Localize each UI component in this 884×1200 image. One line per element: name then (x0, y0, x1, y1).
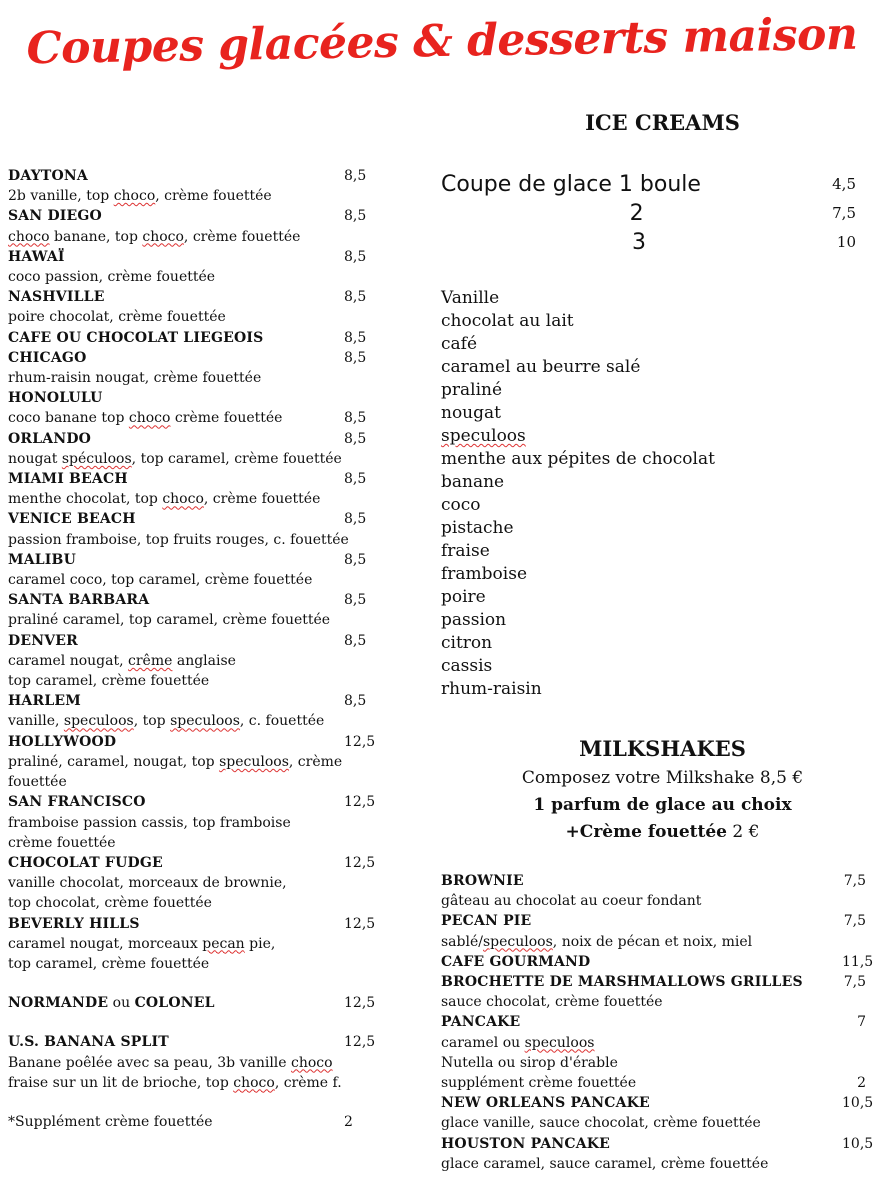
coupe-count-2: 2 (629, 201, 644, 226)
ice-creams-heading: ICE CREAMS (585, 110, 740, 135)
item-description: fouettée (8, 774, 67, 791)
ou-label: ou (112, 995, 131, 1012)
item-price: 12,5 (344, 1034, 376, 1051)
item-description: 2b vanille, top choco, crème fouettée (8, 188, 272, 205)
item-name: HOLLYWOOD (8, 733, 117, 750)
flavor-item: rhum-raisin (441, 679, 542, 699)
menu-item-row (8, 247, 388, 267)
item-name: SAN DIEGO (8, 208, 102, 225)
item-name: COLONEL (134, 995, 215, 1012)
item-price: 12,5 (344, 794, 376, 811)
item-description: choco banane, top choco, crème fouettée (8, 228, 301, 245)
item-description: caramel coco, top caramel, crème fouettée (8, 572, 313, 589)
supplement-label: *Supplément crème fouettée (8, 1113, 213, 1130)
flavor-item: caramel au beurre salé (441, 357, 641, 377)
item-name: MALIBU (8, 551, 76, 568)
item-name: BROWNIE (441, 873, 524, 889)
item-name: NEW ORLEANS PANCAKE (441, 1095, 650, 1112)
menu-item-row (8, 408, 388, 428)
flavor-item: banane (441, 472, 505, 492)
item-name: DENVER (8, 632, 78, 649)
item-price: 8,5 (344, 632, 367, 649)
item-description: top caramel, crème fouettée (8, 955, 210, 972)
coupe-price-1: 4,5 (832, 175, 856, 193)
flavor-item: praliné (441, 380, 503, 400)
item-price: 7,5 (843, 873, 866, 889)
item-name: DAYTONA (8, 168, 88, 184)
item-price: 7,5 (843, 974, 866, 991)
item-price: 8,5 (344, 430, 367, 447)
item-price: 12,5 (344, 915, 376, 932)
flavor-item: framboise (441, 564, 528, 584)
item-description: top caramel, crème fouettée (8, 673, 210, 690)
item-name: NASHVILLE (8, 289, 105, 306)
item-price: 7 (857, 1014, 866, 1031)
item-price: 8,5 (344, 289, 367, 306)
menu-item-row (8, 691, 388, 711)
milkshakes-heading: MILKSHAKES (579, 736, 746, 761)
flavor-item: chocolat au lait (441, 311, 574, 331)
item-name: CAFE GOURMAND (441, 953, 591, 970)
item-price: 10,5 (842, 1135, 874, 1152)
coupe-price-3: 10 (836, 233, 856, 251)
flavor-item: poire (441, 587, 486, 607)
item-description: Banane poêlée avec sa peau, 3b vanille choco (8, 1054, 333, 1071)
menu-item-row (441, 952, 874, 972)
item-price: 8,5 (344, 511, 367, 528)
item-price: 8,5 (344, 349, 367, 366)
menu-item-row (441, 1134, 874, 1154)
flavor-item: speculoos (441, 426, 526, 446)
item-name: BROCHETTE DE MARSHMALLOWS GRILLES (441, 974, 803, 991)
menu-item-row (8, 388, 388, 408)
item-name: CHOCOLAT FUDGE (8, 854, 163, 871)
menu-item-row (8, 328, 388, 348)
flavor-item: coco (441, 495, 481, 515)
item-price: 12,5 (344, 733, 376, 750)
milkshake-cream-price: 2 € (732, 822, 760, 842)
item-name: PECAN PIE (441, 913, 532, 930)
item-price: 8,5 (344, 329, 367, 346)
coupe-prices (441, 170, 856, 257)
milkshake-flavor-choice: 1 parfum de glace au choix (533, 795, 792, 815)
milkshake-cream-line (441, 819, 884, 846)
item-name: U.S. BANANA SPLIT (8, 1034, 169, 1051)
item-description: caramel nougat, morceaux pecan pie, (8, 935, 276, 952)
item-price: 8,5 (344, 168, 367, 184)
menu-item-row (8, 792, 388, 812)
flavor-item: pistache (441, 518, 514, 538)
item-description: vanille, speculoos, top speculoos, c. fouettée (8, 713, 325, 730)
item-price: 8,5 (344, 208, 367, 225)
item-price: 8,5 (344, 410, 367, 427)
item-description: passion framboise, top fruits rouges, c. fouettée (8, 531, 349, 548)
item-description: praliné caramel, top caramel, crème fouettée (8, 612, 331, 629)
item-price: 12,5 (344, 854, 376, 871)
item-price: 8,5 (344, 551, 367, 568)
normande-colonel (8, 993, 215, 1013)
item-description: Nutella ou sirop d'érable (441, 1054, 618, 1071)
menu-item-row (8, 429, 388, 449)
menu-item-row (8, 166, 388, 186)
item-price: 7,5 (843, 913, 866, 930)
menu-item-row (8, 348, 388, 368)
menu-item-row (8, 509, 388, 529)
menu-item-row (441, 871, 866, 891)
item-price: 11,5 (842, 953, 874, 970)
menu-item-row (8, 914, 388, 934)
item-description: crème fouettée (8, 834, 116, 851)
item-description: framboise passion cassis, top framboise (8, 814, 291, 831)
milkshake-compose: Composez votre Milkshake 8,5 € (521, 768, 804, 788)
item-name: CHICAGO (8, 349, 87, 366)
item-description: caramel nougat, crême anglaise (8, 652, 236, 669)
item-description: nougat spéculoos, top caramel, crème fouettée (8, 450, 342, 467)
flavor-item: menthe aux pépites de chocolat (441, 449, 715, 469)
item-description: vanille chocolat, morceaux de brownie, (8, 875, 287, 892)
coupe-label: Coupe de glace 1 boule (441, 172, 701, 197)
menu-item-row (8, 206, 388, 226)
item-description: menthe chocolat, top choco, crème fouettée (8, 491, 321, 508)
item-name: SANTA BARBARA (8, 592, 150, 609)
item-name: MIAMI BEACH (8, 471, 128, 488)
flavor-item: café (441, 334, 478, 354)
flavor-item: nougat (441, 403, 501, 423)
menu-item-row (441, 1093, 874, 1113)
item-description: poire chocolat, crème fouettée (8, 309, 226, 326)
menu-item-row (8, 732, 388, 752)
item-description: sauce chocolat, crème fouettée (441, 994, 663, 1011)
coupe-count-3: 3 (631, 230, 646, 255)
menu-item-row (441, 911, 866, 931)
flavor-item: Vanille (441, 288, 500, 308)
menu-item-row (8, 631, 388, 651)
item-name: HONOLULU (8, 390, 103, 407)
desserts-list (441, 871, 874, 1174)
menu-item-row (8, 1032, 388, 1052)
item-description: rhum-raisin nougat, crème fouettée (8, 370, 262, 387)
menu-item-row (441, 1012, 866, 1032)
item-name: VENICE BEACH (8, 511, 136, 528)
item-description: glace caramel, sauce caramel, crème fouettée (441, 1155, 769, 1172)
flavor-item: passion (441, 610, 507, 630)
item-name: CAFE OU CHOCOLAT LIEGEOIS (8, 329, 264, 346)
item-price: 8,5 (344, 592, 367, 609)
supplement-row (8, 1112, 388, 1132)
item-description: supplément crème fouettée (441, 1075, 637, 1092)
item-price: 2 (857, 1075, 866, 1092)
item-description: gâteau au chocolat au coeur fondant (441, 893, 702, 910)
item-description: coco passion, crème fouettée (8, 269, 216, 286)
item-description: caramel ou speculoos (441, 1034, 595, 1051)
flavor-item: citron (441, 633, 493, 653)
milkshake-cream-label: +Crème fouettée (565, 822, 727, 842)
flavor-list (441, 287, 715, 701)
item-name: NORMANDE (8, 995, 109, 1012)
menu-item-row (8, 590, 388, 610)
item-price: 8,5 (344, 693, 367, 710)
menu-item-row (8, 993, 388, 1013)
flavor-item: fraise (441, 541, 490, 561)
menu-item-row (8, 287, 388, 307)
item-description: top chocolat, crème fouettée (8, 895, 212, 912)
item-name: HOUSTON PANCAKE (441, 1135, 611, 1152)
item-description: coco banane top choco crème fouettée (8, 410, 283, 427)
coupes-list (8, 166, 388, 1132)
item-price: 8,5 (344, 471, 367, 488)
item-name: HARLEM (8, 693, 81, 710)
menu-item-row (8, 469, 388, 489)
item-price: 10,5 (842, 1095, 874, 1112)
item-name: ORLANDO (8, 430, 92, 447)
item-price: 8,5 (344, 248, 367, 265)
menu-item-row (8, 550, 388, 570)
supplement-price: 2 (344, 1113, 353, 1130)
item-description: glace vanille, sauce chocolat, crème fouettée (441, 1115, 761, 1132)
item-name: PANCAKE (441, 1014, 521, 1031)
item-description: fraise sur un lit de brioche, top choco, crème f. (8, 1074, 342, 1091)
item-name: HAWAÏ (8, 248, 65, 265)
item-price (344, 388, 380, 408)
item-name: SAN FRANCISCO (8, 794, 146, 811)
item-price: 12,5 (344, 995, 376, 1012)
item-name: BEVERLY HILLS (8, 915, 140, 932)
menu-item-row (8, 853, 388, 873)
item-description: sablé/speculoos, noix de pécan et noix, miel (441, 933, 753, 950)
menu-item-row (441, 972, 866, 992)
flavor-item: cassis (441, 656, 493, 676)
coupe-price-2: 7,5 (832, 204, 856, 222)
item-description: praliné, caramel, nougat, top speculoos, crème (8, 753, 343, 770)
page-title: Coupes glacées & desserts maison (26, 8, 858, 75)
menu-item-row (441, 1073, 866, 1093)
milkshakes-section (441, 733, 884, 846)
